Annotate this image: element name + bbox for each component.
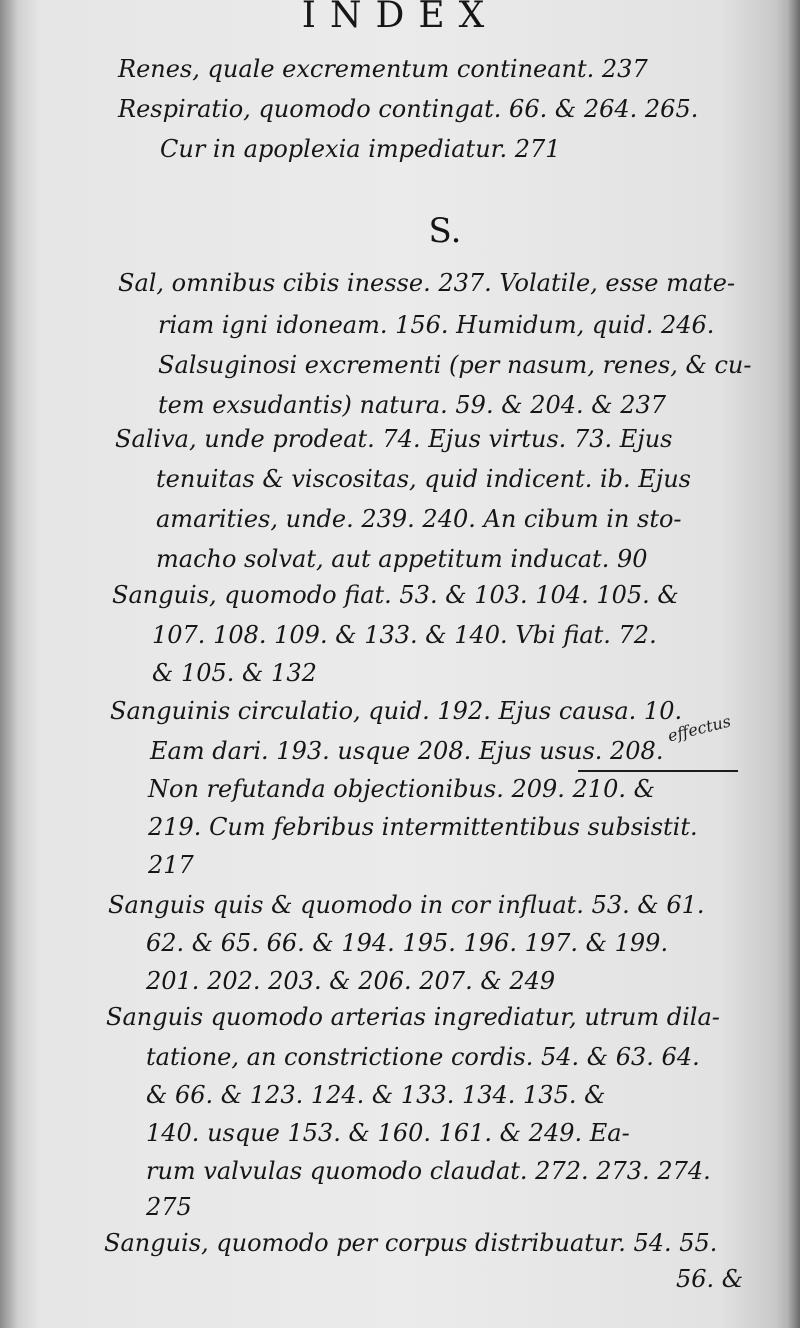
index-line: macho solvat, aut appetitum inducat. 90 — [156, 545, 648, 573]
index-line: tenuitas & viscositas, quid indicent. ib. Ejus — [156, 465, 691, 493]
index-line: rum valvulas quomodo claudat. 272. 273. 274. — [146, 1157, 711, 1185]
index-line: Sanguinis circulatio, quid. 192. Ejus causa. 10. — [110, 697, 683, 725]
index-line: Eam dari. 193. usque 208. Ejus usus. 208. — [150, 737, 664, 765]
index-line: Sanguis, quomodo per corpus distribuatur. 54. 55. — [104, 1229, 718, 1257]
index-line: Saliva, unde prodeat. 74. Ejus virtus. 73. Ejus — [115, 425, 673, 453]
index-line: 219. Cum febribus intermittentibus subsistit. — [148, 813, 698, 841]
handwritten-annotation: effectus — [665, 711, 733, 746]
index-line: 201. 202. 203. & 206. 207. & 249 — [146, 967, 556, 995]
index-line: tatione, an constrictione cordis. 54. & 63. 64. — [146, 1043, 700, 1071]
index-line: 217 — [148, 851, 194, 879]
index-line: & 66. & 123. 124. & 133. 134. 135. & — [146, 1081, 606, 1109]
index-line: Renes, quale excrementum contineant. 237 — [118, 55, 648, 83]
index-line: Salsuginosi excrementi (per nasum, renes, & cu- — [158, 351, 752, 379]
index-line: Sal, omnibus cibis inesse. 237. Volatile, esse mate- — [118, 269, 736, 297]
section-letter: S. — [428, 211, 462, 251]
index-line: Respiratio, quomodo contingat. 66. & 264. 265. — [118, 95, 699, 123]
index-line: tem exsudantis) natura. 59. & 204. & 237 — [158, 391, 667, 419]
index-line: 140. usque 153. & 160. 161. & 249. Ea- — [146, 1119, 630, 1147]
index-line: Cur in apoplexia impediatur. 271 — [160, 135, 561, 163]
index-line: & 105. & 132 — [152, 659, 317, 687]
index-line: Non refutanda objectionibus. 209. 210. & — [148, 775, 655, 803]
page-header: INDEX — [301, 0, 499, 36]
index-line: Sanguis, quomodo fiat. 53. & 103. 104. 105. & — [112, 581, 679, 609]
index-line: riam igni idoneam. 156. Humidum, quid. 246. — [158, 311, 715, 339]
index-line: Sanguis quis & quomodo in cor influat. 53. & 61. — [108, 891, 705, 919]
index-line: 56. & — [676, 1265, 744, 1293]
index-line: amarities, unde. 239. 240. An cibum in sto- — [156, 505, 682, 533]
index-line: 62. & 65. 66. & 194. 195. 196. 197. & 199. — [146, 929, 669, 957]
index-line: Sanguis quomodo arterias ingrediatur, utrum dila- — [106, 1003, 720, 1031]
index-line: 107. 108. 109. & 133. & 140. Vbi fiat. 72. — [152, 621, 657, 649]
index-line: 275 — [146, 1193, 192, 1221]
